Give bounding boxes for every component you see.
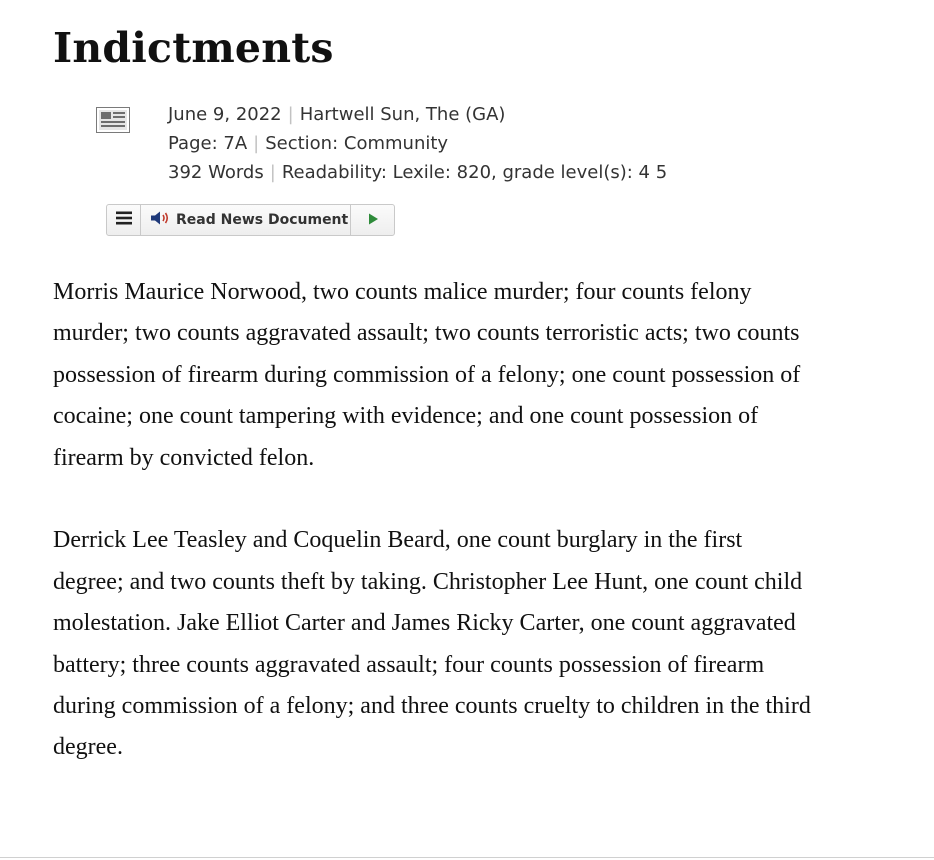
article-source: Hartwell Sun, The (GA) (299, 104, 506, 125)
meta-line-page-section (168, 129, 667, 158)
read-news-document-label: Read News Document (176, 212, 349, 228)
meta-line-date-source (168, 100, 667, 129)
divider (0, 857, 934, 858)
newspaper-icon (96, 107, 130, 133)
article-paragraph: Morris Maurice Norwood, two counts malice murder; four counts felony murder; two counts aggravated assault; two counts terroristic acts; two counts possession of firearm during commission of a felony; one count possession of cocaine; one count tampering with evidence; and one count possession of firearm by convicted felon. (53, 279, 801, 471)
article-word-count: 392 Words (168, 162, 264, 183)
speaker-icon (150, 210, 172, 230)
read-news-document-button[interactable] (141, 205, 351, 235)
article-page: Page: 7A (168, 133, 248, 154)
article-section: Section: Community (265, 133, 449, 154)
player-menu-button[interactable] (107, 205, 141, 235)
article-date: June 9, 2022 (168, 104, 282, 125)
article-body (53, 272, 813, 810)
meta-separator: | (269, 162, 276, 183)
article-readability: Readability: Lexile: 820, grade level(s): 4 5 (281, 162, 668, 183)
hamburger-menu-icon (115, 210, 133, 230)
article-metadata (168, 100, 667, 187)
play-button[interactable] (351, 205, 394, 235)
article-title: Indictments (53, 24, 334, 72)
meta-separator: | (253, 133, 260, 154)
read-aloud-player (106, 204, 395, 236)
meta-separator: | (287, 104, 294, 125)
meta-line-words-readability (168, 158, 667, 187)
play-icon (366, 211, 380, 230)
article-paragraph: Derrick Lee Teasley and Coquelin Beard, one count burglary in the first degree; and two counts theft by taking. Christopher Lee Hunt, one count child molestation. Jake Elliot Carter and James Ricky Carter, one count aggravated battery; three counts aggravated assault; four counts possession of firearm during commission of a felony; and three counts cruelty to children in the third degree. (53, 527, 811, 761)
